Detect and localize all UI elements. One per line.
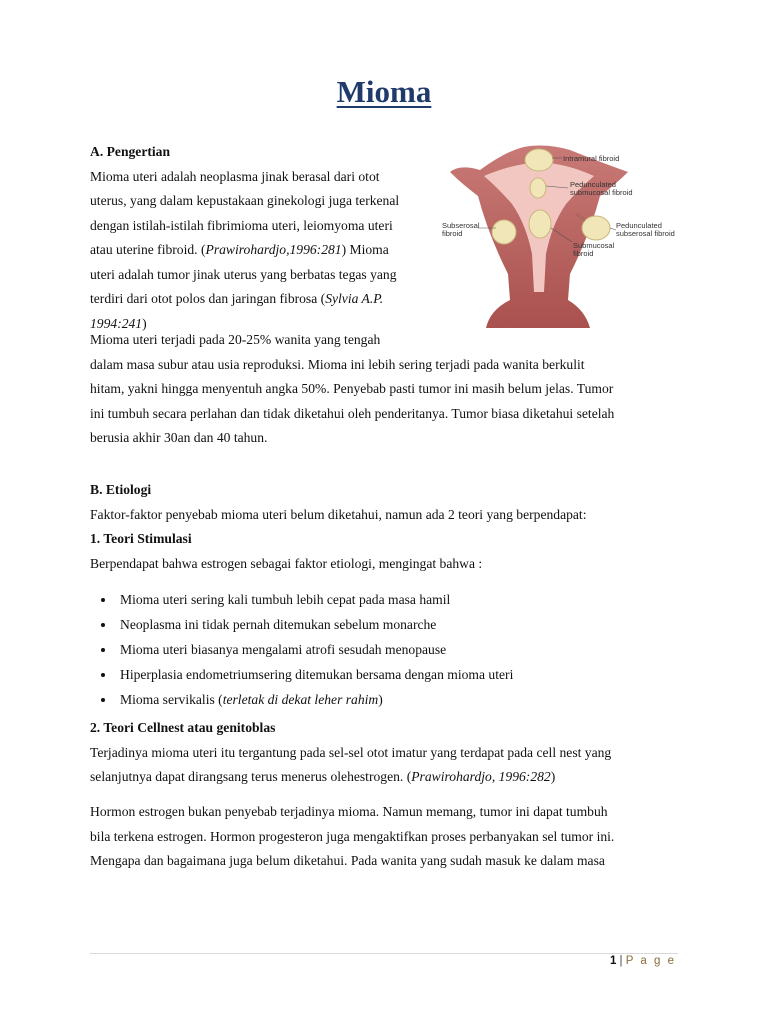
text-line: Mengapa dan bagaimana juga belum diketahui. Pada wanita yang sudah masuk ke dalam masa — [90, 853, 605, 868]
label-subserosal-2: fibroid — [442, 229, 463, 238]
citation: 1994:241 — [90, 315, 143, 331]
paragraph-prevalence — [90, 328, 690, 451]
label-ped-subserosal-1: Pedunculated — [616, 221, 662, 230]
text-line: ini tumbuh secara perlahan dan tidak diketahui oleh penderitanya. Tumor biasa diketahui setelah — [90, 405, 615, 421]
page-number: 1 — [609, 955, 617, 967]
text-line: Berpendapat bahwa estrogen sebagai faktor etiologi, mengingat bahwa : — [90, 555, 483, 571]
section-teori-cellnest — [90, 716, 690, 790]
footer-divider — [90, 953, 678, 954]
citation: Prawirohardjo, 1996:282 — [411, 769, 551, 784]
text-line: uterus, yang dalam kepustakaan ginekologi juga terkenal — [90, 193, 400, 208]
text-line: Hormon estrogen bukan penyebab terjadinya mioma. Namun memang, tumor ini dapat tumbuh — [90, 804, 608, 819]
label-subserosal-1: Subserosal — [442, 221, 480, 230]
uterus-diagram-svg — [440, 124, 698, 336]
list-item: Mioma servikalis (terletak di dekat leher rahim) — [90, 688, 690, 713]
text-line: uteri adalah tumor jinak uterus yang berbatas tegas yang — [90, 266, 397, 282]
list-item: Neoplasma ini tidak pernah ditemukan sebelum monarche — [90, 613, 690, 638]
footer-separator: | — [619, 955, 623, 967]
text-line: bila terkena estrogen. Hormon progesteron juga mengaktifkan proses perbanyakan sel tumor ini. — [90, 828, 615, 844]
citation: Sylvia A.P. — [325, 291, 384, 306]
section-etiologi — [90, 478, 690, 713]
uterus-fibroid-illustration — [440, 124, 698, 336]
text-line: hitam, yakni hingga menyentuh angka 50%. Penyebab pasti tumor ini masih belum jelas. Tumor — [90, 381, 614, 396]
text-line: Mioma uteri adalah neoplasma jinak berasal dari otot — [90, 168, 380, 184]
text-line: atau uterine fibroid. (Prawirohardjo,1996:281) Mioma — [90, 242, 389, 257]
section-heading: A. Pengertian — [90, 144, 171, 159]
page-word: P a g e — [625, 955, 676, 967]
text-line: Faktor-faktor penyebab mioma uteri belum diketahui, namun ada 2 teori yang berpendapat: — [90, 506, 587, 522]
label-intramural: Intramural fibroid — [563, 154, 620, 163]
label-ped-subserosal-2: subserosal fibroid — [616, 229, 675, 238]
section-heading: B. Etiologi — [90, 482, 152, 497]
label-submucosal-2: fibroid — [573, 249, 594, 258]
text-line: dalam masa subur atau usia reproduksi. Mioma ini lebih sering terjadi pada wanita berkulit — [90, 356, 585, 372]
text-line: berusia akhir 30an dan 40 tahun. — [90, 430, 268, 445]
fibroid-intramural — [525, 149, 553, 171]
section-pengertian — [90, 140, 440, 336]
page-footer — [610, 955, 676, 967]
label-ped-submucosal-1: Pedunculated — [570, 180, 616, 189]
text-line: 1994:241) — [90, 315, 147, 331]
text-line: Terjadinya mioma uteri itu tergantung pada sel-sel otot imatur yang terdapat pada cell nest yang — [90, 744, 612, 760]
citation: Prawirohardjo,1996:281 — [205, 242, 342, 257]
label-submucosal-1: Submucosal — [573, 241, 615, 250]
text-line: Mioma uteri terjadi pada 20-25% wanita yang tengah — [90, 332, 381, 347]
subsection-heading: 1. Teori Stimulasi — [90, 531, 192, 546]
label-ped-submucosal-2: submucosal fibroid — [570, 188, 633, 197]
page-title: Mioma — [336, 74, 432, 109]
fibroid-pedunculated-submucosal — [530, 178, 546, 198]
list-item: Mioma uteri sering kali tumbuh lebih cepat pada masa hamil — [90, 588, 690, 613]
list-item: Hiperplasia endometriumsering ditemukan bersama dengan mioma uteri — [90, 663, 690, 688]
fibroid-pedunculated-subserosal — [582, 216, 610, 240]
fibroid-submucosal — [529, 210, 551, 238]
text-line: terdiri dari otot polos dan jaringan fibrosa (Sylvia A.P. — [90, 291, 384, 306]
text-line: selanjutnya dapat dirangsang terus menerus olehestrogen. (Prawirohardjo, 1996:282) — [90, 769, 556, 784]
paragraph-hormon — [90, 800, 690, 874]
bullet-list — [90, 588, 690, 713]
fibroid-subserosal — [492, 220, 516, 244]
text-line: dengan istilah-istilah fibrimioma uteri, leiomyoma uteri — [90, 217, 393, 233]
list-item: Mioma uteri biasanya mengalami atrofi sesudah menopause — [90, 638, 690, 663]
subsection-heading: 2. Teori Cellnest atau genitoblas — [90, 720, 276, 735]
